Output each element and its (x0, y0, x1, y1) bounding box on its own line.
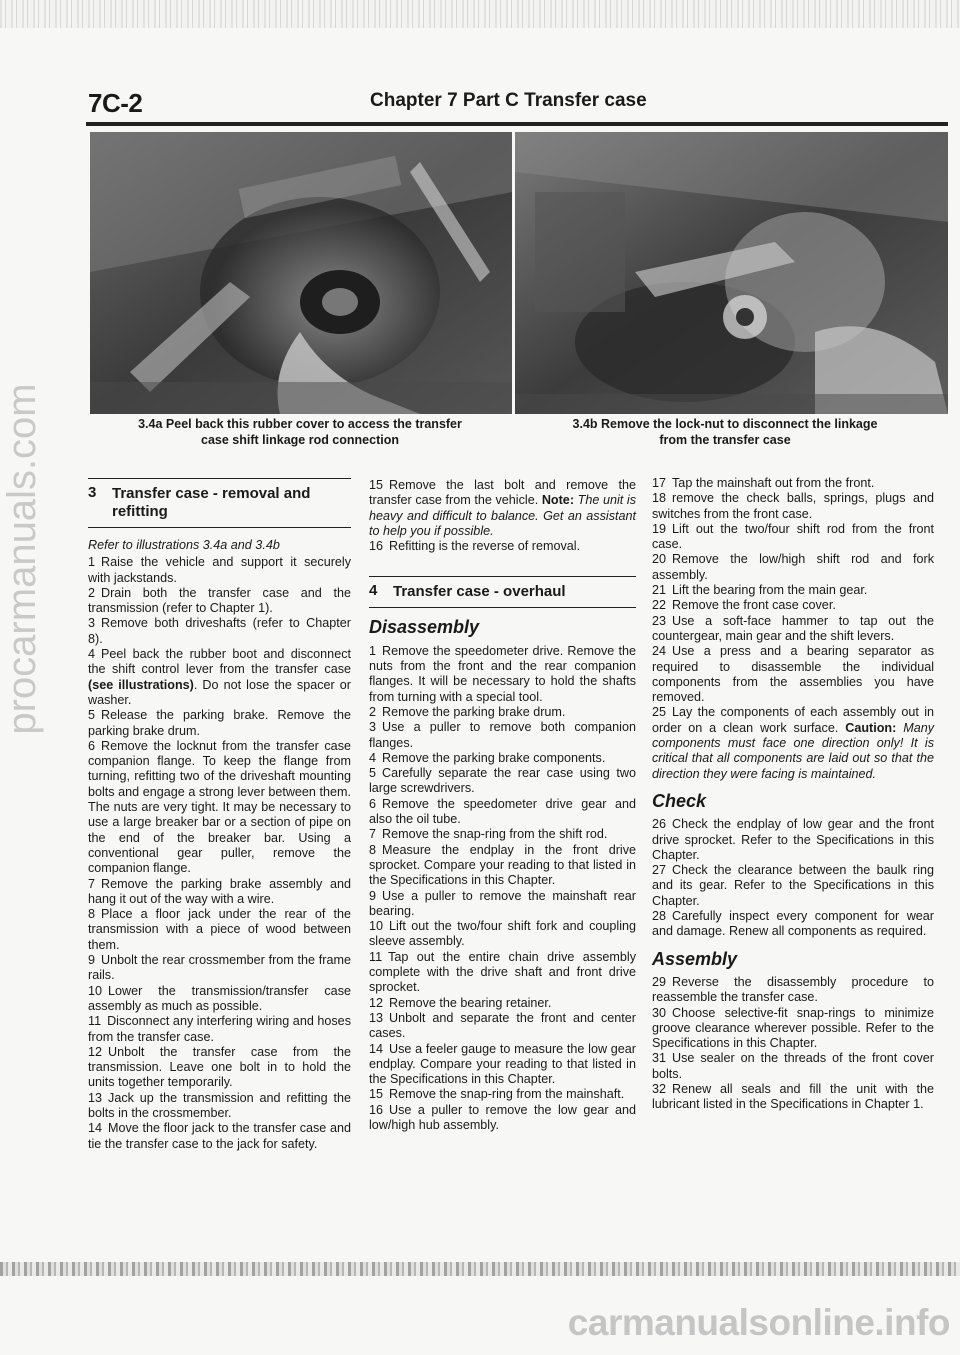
text-column-1 (88, 478, 351, 1152)
step: 22 Remove the front case cover. (652, 598, 836, 613)
step: 17 Tap the mainshaft out from the front. (652, 476, 875, 490)
page-number: 7C-2 (88, 88, 143, 118)
step: 1 Raise the vehicle and support it securely with jackstands. (88, 555, 351, 585)
photo-3-4b-image (515, 132, 948, 414)
step: 16 Use a puller to remove the low gear and low/high hub assembly. (369, 1102, 636, 1132)
step: 1 Remove the speedometer drive. Remove the nuts from the front and the rear companion flanges. It will be necessary to hold the shafts from turning with a special tool. (369, 643, 636, 704)
step: 2 Remove the parking brake drum. (369, 704, 566, 719)
text-column-2 (369, 478, 636, 1133)
illustration-reference: Refer to illustrations 3.4a and 3.4b (88, 538, 280, 552)
section-4-heading (369, 576, 636, 608)
text-column-3 (652, 476, 934, 1113)
step: 15 Remove the snap-ring from the mainshaft. (369, 1087, 625, 1102)
caption-line: case shift linkage rod connection (201, 433, 399, 447)
step: 27 Check the clearance between the baulk ring and its gear. Refer to the Specifications in this Chapter. (652, 863, 934, 908)
caption-line: from the transfer case (659, 433, 791, 447)
figure-caption-3-4b (515, 416, 935, 448)
step: 11 Tap out the entire chain drive assembly complete with the drive shaft and front drive sprocket. (369, 949, 636, 995)
figure-caption-3-4a (100, 416, 500, 448)
bottom-scan-border (0, 1262, 960, 1276)
step: 9 Unbolt the rear crossmember from the frame rails. (88, 953, 351, 983)
assembly-heading: Assembly (652, 948, 738, 969)
step: 6 Remove the locknut from the transfer case companion flange. To keep the flange from turning, refitting two of the driveshaft mounting bolts and engage a strong lever between them. The nuts are very tight. It may be necessary to use a large breaker bar or a section of pipe on the end of the breaker bar. Using a conventional gear puller, remove the companion flange. (88, 738, 351, 876)
step: 15 Remove the last bolt and remove the transfer case from the vehicle. Note: The unit is heavy and difficult to balance. Get an assistant to help you if possible. (369, 478, 636, 538)
photo-3-4a (90, 132, 512, 414)
section-title: Transfer case - removal and refitting (112, 485, 311, 520)
step: 2 Drain both the transfer case and the transmission (refer to Chapter 1). (88, 585, 351, 616)
step: 12 Unbolt the transfer case from the transmission. Leave one bolt in to hold the units together temporarily. (88, 1044, 351, 1090)
step: 10 Lift out the two/four shift fork and coupling sleeve assembly. (369, 919, 636, 949)
step: 24 Use a press and a bearing separator as required to disassemble the individual components from the assemblies you have removed. (652, 644, 934, 705)
disassembly-heading: Disassembly (369, 617, 480, 638)
step: 3 Remove both driveshafts (refer to Chapter 8). (88, 616, 351, 646)
caption-line: 3.4a Peel back this rubber cover to access the transfer (138, 417, 462, 431)
side-watermark: procarmanuals.com (0, 383, 44, 735)
step: 20 Remove the low/high shift rod and fork assembly. (652, 552, 934, 582)
step: 14 Move the floor jack to the transfer case and tie the transfer case to the jack for safety. (88, 1121, 351, 1151)
caption-line: 3.4b Remove the lock-nut to disconnect the linkage (572, 417, 878, 431)
step: 23 Use a soft-face hammer to tap out the countergear, main gear and the shift levers. (652, 613, 934, 643)
step: 8 Place a floor jack under the rear of the transmission with a piece of wood between them. (88, 907, 351, 952)
step: 30 Choose selective-fit snap-rings to minimize groove clearance wherever possible. Refer to the Specifications in this Chapter. (652, 1005, 934, 1051)
step: 7 Remove the snap-ring from the shift rod. (369, 827, 608, 842)
step: 6 Remove the speedometer drive gear and also the oil tube. (369, 796, 636, 827)
step: 10 Lower the transmission/transfer case assembly as much as possible. (88, 983, 351, 1013)
step: 13 Unbolt and separate the front and center cases. (369, 1010, 636, 1041)
step: 4 Peel back the rubber boot and disconnect the shift control lever from the transfer case (see illustrations). Do not lose the spacer or washer. (88, 647, 351, 707)
step: 14 Use a feeler gauge to measure the low gear endplay. Compare your reading to that listed in the Specifications in this Chapter. (369, 1041, 636, 1087)
section-title: Transfer case - overhaul (393, 583, 566, 601)
step: 9 Use a puller to remove the mainshaft rear bearing. (369, 888, 636, 918)
section-number: 4 (369, 582, 378, 600)
step: 11 Disconnect any interfering wiring and hoses from the transfer case. (88, 1014, 351, 1044)
step: 18 remove the check balls, springs, plugs and switches from the front case. (652, 491, 934, 521)
step: 28 Carefully inspect every component for wear and damage. Renew all components as required. (652, 909, 934, 939)
photo-3-4a-image (90, 132, 512, 414)
step: 32 Renew all seals and fill the unit with the lubricant listed in the Specifications in Chapter 1. (652, 1081, 934, 1112)
top-scan-border (0, 0, 960, 28)
step: 19 Lift out the two/four shift rod from the front case. (652, 521, 934, 552)
check-heading: Check (652, 790, 707, 811)
step: 21 Lift the bearing from the main gear. (652, 583, 868, 598)
section-number: 3 (88, 484, 97, 501)
step: 7 Remove the parking brake assembly and hang it out of the way with a wire. (88, 876, 351, 906)
step: 8 Measure the endplay in the front drive sprocket. Compare your reading to that listed in the Specifications in this Chapter. (369, 842, 636, 888)
step: 3 Use a puller to remove both companion flanges. (369, 720, 636, 750)
chapter-title: Chapter 7 Part C Transfer case (370, 90, 647, 111)
step: 13 Jack up the transmission and refitting the bolts in the crossmember. (88, 1090, 351, 1120)
step: 12 Remove the bearing retainer. (369, 995, 552, 1010)
step: 25 Lay the components of each assembly out in order on a clean work surface. Caution: Many components must face one direction only! It is critical that all components are laid out so that the direction they were facing is maintained. (652, 705, 934, 781)
step: 5 Carefully separate the rear case using two large screwdrivers. (369, 766, 636, 796)
photo-3-4b (515, 132, 948, 414)
step: 31 Use sealer on the threads of the front cover bolts. (652, 1051, 934, 1081)
step: 5 Release the parking brake. Remove the parking brake drum. (88, 708, 351, 738)
section-3-heading (88, 478, 351, 528)
header-rule (86, 122, 948, 126)
step: 29 Reverse the disassembly procedure to reassemble the transfer case. (652, 974, 934, 1005)
step: 26 Check the endplay of low gear and the front drive sprocket. Refer to the Specifications in this Chapter. (652, 817, 934, 862)
step: 4 Remove the parking brake components. (369, 750, 606, 765)
step: 16 Refitting is the reverse of removal. (369, 539, 581, 554)
footer-watermark: carmanualsonline.info (567, 1302, 950, 1343)
